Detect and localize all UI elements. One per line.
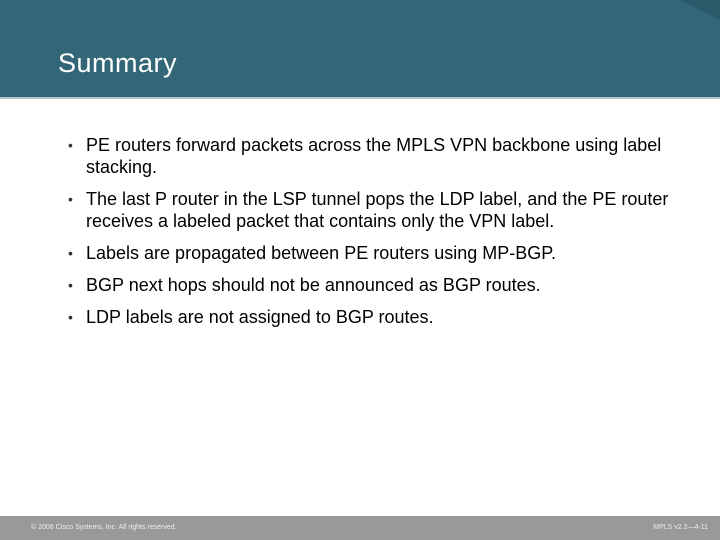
- corner-shape: [680, 0, 720, 20]
- bullet-icon: •: [68, 245, 73, 261]
- slide-title: Summary: [58, 48, 178, 78]
- title-divider: [0, 97, 720, 99]
- bullet-item: [66, 134, 686, 178]
- bullet-text: BGP next hops should not be announced as BGP routes.: [86, 275, 541, 295]
- bullet-text: LDP labels are not assigned to BGP routes.: [86, 307, 434, 327]
- bullet-item: [66, 306, 686, 328]
- bullet-text: PE routers forward packets across the MPLS VPN backbone using label stacking.: [86, 135, 662, 177]
- copyright-text: © 2006 Cisco Systems, Inc. All rights reserved.: [31, 524, 177, 531]
- bullet-icon: •: [68, 191, 73, 207]
- slide-number: MPLS v2.2—4-11: [653, 524, 708, 531]
- bullet-icon: •: [68, 277, 73, 293]
- bullet-icon: •: [68, 137, 73, 153]
- bullet-item: [66, 188, 686, 232]
- bullet-text: The last P router in the LSP tunnel pops the LDP label, and the PE router receives a labeled packet that contains only the VPN label.: [86, 189, 669, 231]
- title-bar: [0, 0, 720, 97]
- footer-bar: [0, 516, 720, 540]
- bullet-text: Labels are propagated between PE routers using MP-BGP.: [86, 243, 556, 263]
- bullet-list: [66, 134, 686, 338]
- bullet-item: [66, 242, 556, 264]
- bullet-icon: •: [68, 309, 73, 325]
- bullet-item: [66, 274, 686, 296]
